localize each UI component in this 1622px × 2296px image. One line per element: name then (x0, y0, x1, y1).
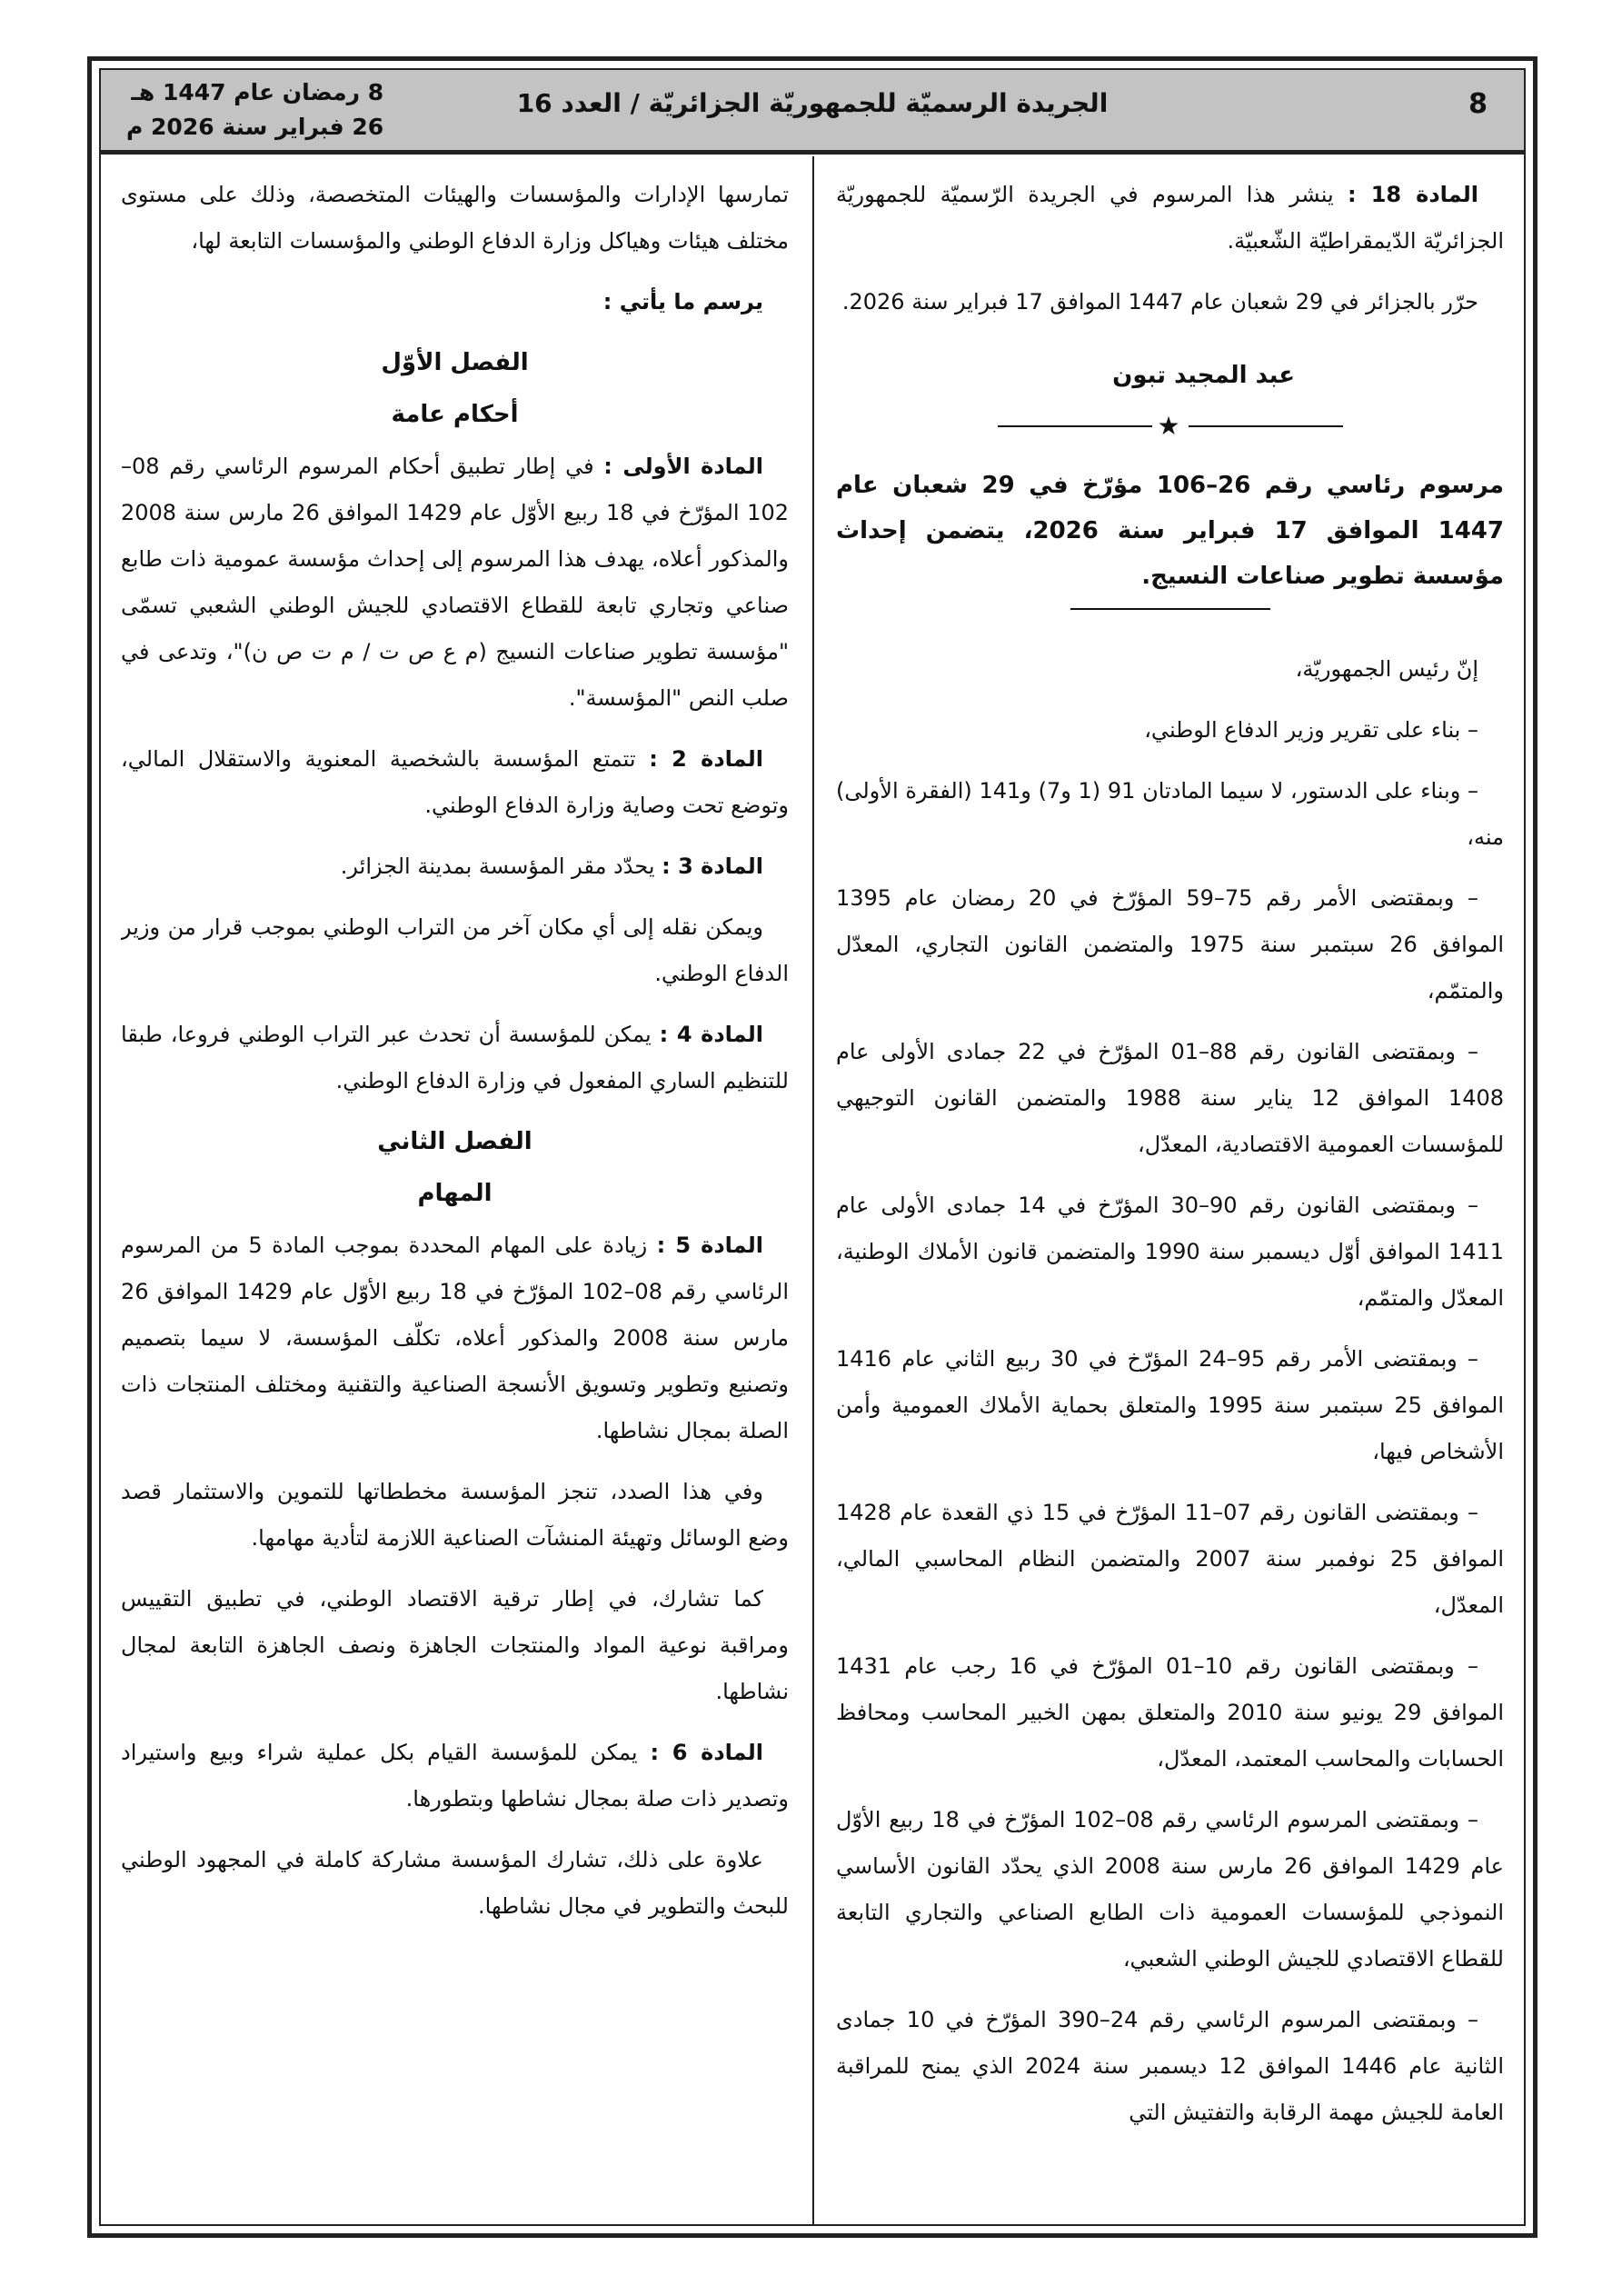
article-text: تتمتع المؤسسة بالشخصية المعنوية والاستقلال المالي، وتوضع تحت وصاية وزارة الدفاع الوطني. (121, 746, 789, 818)
article-2 (121, 736, 789, 829)
article-label: المادة 2 : (649, 746, 763, 772)
visa-item: – وبمقتضى المرسوم الرئاسي رقم 24–390 المؤرّخ في 10 جمادى الثانية عام 1446 الموافق 12 ديسمبر سنة 2024 الذي يمنح للمراقبة العامة للجيش مهمة الرقابة والتفتيش التي (836, 2007, 1504, 2125)
chapter-heading: الفصل الأوّل (381, 349, 529, 376)
star-icon: ★ (1157, 411, 1180, 441)
chapter-title: المهام (417, 1180, 493, 1207)
signing-place-date: حرّر بالجزائر في 29 شعبان عام 1447 الموافق 17 فبراير سنة 2026. (841, 289, 1478, 314)
article-4 (121, 1012, 789, 1104)
article-text: يحدّد مقر المؤسسة بمدينة الجزائر. (340, 854, 655, 879)
article-label: المادة 18 : (1348, 182, 1478, 207)
visa-item: – وبناء على الدستور، لا سيما المادتان 91 (1 و7) و141 (الفقرة الأولى) منه، (836, 778, 1504, 850)
title-underline (1070, 608, 1270, 610)
visa-item: – وبمقتضى المرسوم الرئاسي رقم 08–102 المؤرّخ في 18 ربيع الأوّل عام 1429 الموافق 26 مارس سنة 2008 الذي يحدّد القانون الأساسي النموذجي للمؤسسات العمومية ذات الطابع الصناعي والتجاري التابعة للقطاع الاقتصادي للجيش الوطني الشعبي، (836, 1807, 1504, 1972)
article-6-paragraph: علاوة على ذلك، تشارك المؤسسة مشاركة كاملة في المجهود الوطني للبحث والتطوير في مجال نشاطها. (121, 1847, 789, 1919)
chapter-title: أحكام عامة (391, 401, 519, 428)
decree-title: مرسوم رئاسي رقم 26–106 مؤرّخ في 29 شعبان عام 1447 الموافق 17 فبراير سنة 2026، يتضمن إحداث مؤسسة تطوير صناعات النسيج. (836, 472, 1504, 590)
decrees-heading: يرسم ما يأتي : (602, 289, 763, 314)
chapter-heading: الفصل الثاني (377, 1128, 532, 1155)
visa-item: – وبمقتضى القانون رقم 88–01 المؤرّخ في 22 جمادى الأولى عام 1408 الموافق 12 يناير سنة 1988 والمتضمن القانون التوجيهي للمؤسسات العمومية الاقتصادية، المعدّل، (836, 1039, 1504, 1157)
preamble: إنّ رئيس الجمهوريّة، (1295, 656, 1478, 682)
signature: عبد المجيد تبون (1112, 362, 1295, 389)
article-text: في إطار تطبيق أحكام المرسوم الرئاسي رقم 08–102 المؤرّخ في 18 ربيع الأوّل عام 1429 الموافق 26 مارس سنة 2008 والمذكور أعلاه، يهدف هذا المرسوم إلى إحداث مؤسسة عمومية ذات طابع صناعي وتجاري تابعة للقطاع الاقتصادي للجيش الوطني الشعبي تسمّى "مؤسسة تطوير صناعات النسيج (م ع ص ت / م ت ص ن)"، وتدعى في صلب النص "المؤسسة". (121, 454, 789, 711)
article-text: يمكن للمؤسسة القيام بكل عملية شراء وبيع واستيراد وتصدير ذات صلة بمجال نشاطها وبتطورها. (121, 1740, 789, 1812)
visa-item: – وبمقتضى القانون رقم 10–01 المؤرّخ في 16 رجب عام 1431 الموافق 29 يونيو سنة 2010 والمتعلق بمهن الخبير المحاسب ومحافظ الحسابات والمحاسب المعتمد، المعدّل، (836, 1653, 1504, 1772)
right-column (836, 172, 1504, 2206)
page-header (101, 70, 1524, 155)
page-frame (87, 56, 1537, 2238)
visa-continuation: تمارسها الإدارات والمؤسسات والهيئات المتخصصة، وذلك على مستوى مختلف هيئات وهياكل وزارة الدفاع الوطني والمؤسسات التابعة لها، (121, 182, 789, 254)
article-5-paragraph: كما تشارك، في إطار ترقية الاقتصاد الوطني، في تطبيق التقييس ومراقبة نوعية المواد والمنتجات الجاهزة ونصف الجاهزة التابعة لمجال نشاطها. (121, 1586, 789, 1704)
article-18 (836, 172, 1504, 265)
article-label: المادة 5 : (656, 1233, 764, 1258)
separator-line (1189, 425, 1343, 427)
article-text: زيادة على المهام المحددة بموجب المادة 5 من المرسوم الرئاسي رقم 08–102 المؤرّخ في 18 ربيع الأوّل عام 1429 الموافق 26 مارس سنة 2008 والمذكور أعلاه، تكلّف المؤسسة، لا سيما بتصميم وتصنيع وتطوير وتسويق الأنسجة الصناعية والتقنية ومختلف المنتجات ذات الصلة بمجال نشاطها. (121, 1233, 789, 1443)
visa-item: – وبمقتضى الأمر رقم 75–59 المؤرّخ في 20 رمضان عام 1395 الموافق 26 سبتمبر سنة 1975 والمتضمن القانون التجاري، المعدّل والمتمّم، (836, 885, 1504, 1003)
separator-line (998, 425, 1152, 427)
date-gregorian: 26 فبراير سنة 2026 م (126, 114, 384, 140)
visa-item: – وبمقتضى القانون رقم 07–11 المؤرّخ في 15 ذي القعدة عام 1428 الموافق 25 نوفمبر سنة 2007 والمتضمن النظام المحاسبي المالي، المعدّل، (836, 1500, 1504, 1618)
article-label: المادة 4 : (659, 1022, 763, 1047)
visa-item: – بناء على تقرير وزير الدفاع الوطني، (1144, 717, 1478, 743)
article-3 (121, 844, 789, 890)
journal-title: الجريدة الرسميّة للجمهوريّة الجزائريّة / العدد 16 (516, 88, 1109, 118)
visa-item: – وبمقتضى القانون رقم 90–30 المؤرّخ في 14 جمادى الأولى عام 1411 الموافق أوّل ديسمبر سنة 1990 والمتضمن قانون الأملاك الوطنية، المعدّل والمتمّم، (836, 1193, 1504, 1311)
article-label: المادة 6 : (650, 1740, 763, 1765)
date-hijri: 8 رمضان عام 1447 هـ (131, 79, 384, 105)
visa-item: – وبمقتضى الأمر رقم 95–24 المؤرّخ في 30 ربيع الثاني عام 1416 الموافق 25 سبتمبر سنة 1995 والمتعلق بحماية الأملاك العمومية وأمن الأشخاص فيها، (836, 1346, 1504, 1464)
article-5-paragraph: وفي هذا الصدد، تنجز المؤسسة مخططاتها للتموين والاستثمار قصد وضع الوسائل وتهيئة المنشآت الصناعية اللازمة لتأدية مهامها. (121, 1479, 789, 1551)
article-text: يمكن للمؤسسة أن تحدث عبر التراب الوطني فروعا، طبقا للتنظيم الساري المفعول في وزارة الدفاع الوطني. (121, 1022, 789, 1093)
page-number: 8 (1468, 88, 1488, 120)
column-divider (812, 156, 814, 2224)
article-6 (121, 1730, 789, 1822)
left-column (121, 172, 789, 2206)
article-3-paragraph: ويمكن نقله إلى أي مكان آخر من التراب الوطني بموجب قرار من وزير الدفاع الوطني. (121, 914, 789, 986)
article-label: المادة الأولى : (603, 454, 763, 479)
page-inner-frame (99, 68, 1526, 2226)
issue-date (126, 75, 383, 145)
article-text: ينشر هذا المرسوم في الجريدة الرّسميّة للجمهوريّة الجزائريّة الدّيمقراطيّة الشّعبيّة. (836, 182, 1504, 254)
article-label: المادة 3 : (662, 854, 763, 879)
article-5 (121, 1223, 789, 1454)
article-1 (121, 444, 789, 722)
star-separator (998, 408, 1343, 444)
